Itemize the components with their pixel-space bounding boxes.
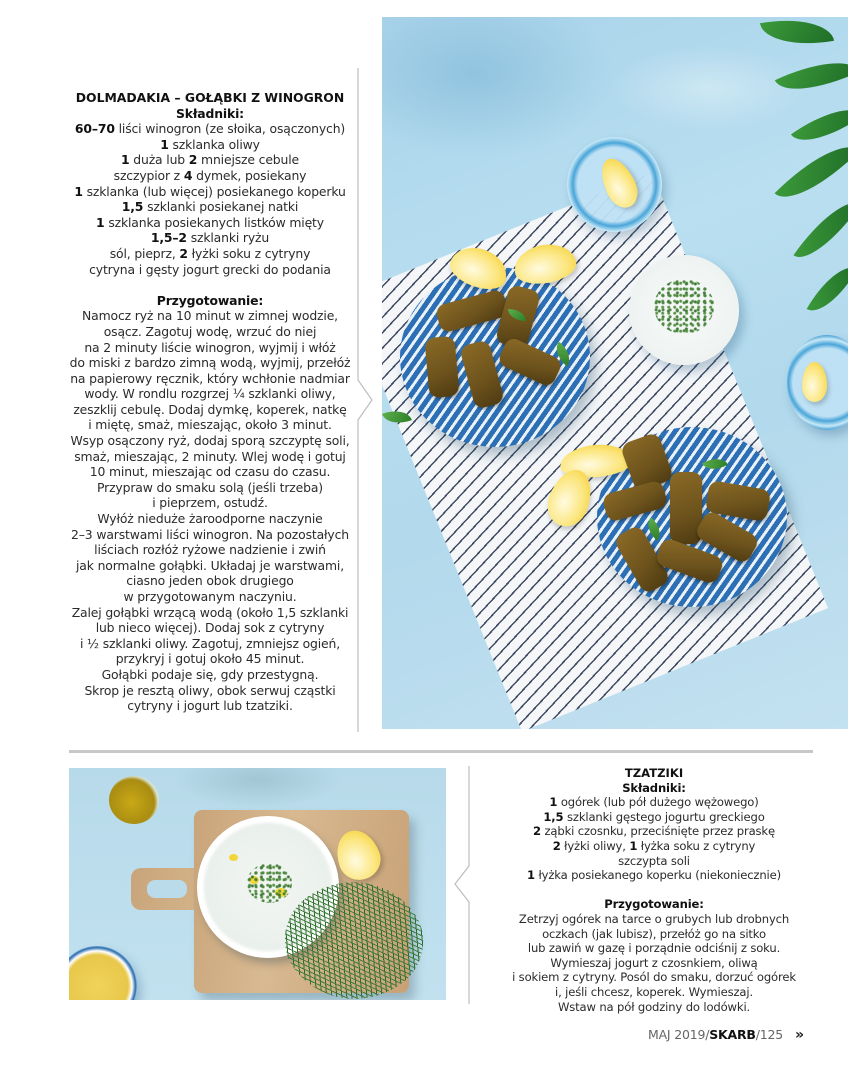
preparation-line: Wymieszaj jogurt z czosnkiem, oliwą xyxy=(550,955,758,970)
dolmadakia-recipe xyxy=(42,90,378,714)
ingredient-quantity: 2 xyxy=(179,245,188,261)
preparation-line: liściach rozłóż ryżowe nadzienie i zwiń xyxy=(94,542,326,558)
preparation-line: Wsyp osączony ryż, dodaj sporą szczyptę soli, xyxy=(70,433,350,449)
ingredient-text: cytryna i gęsty jogurt grecki do podania xyxy=(89,261,331,277)
dill-garnish xyxy=(654,279,714,334)
preparation-line: Namocz ryż na 10 minut w zimnej wodzie, xyxy=(82,308,338,324)
preparation-line: na 2 minuty liście winogron, wyjmij i włóż xyxy=(84,339,336,355)
preparation-line: i ½ szklanki oliwy. Zagotuj, zmniejsz ogień, xyxy=(79,635,341,651)
preparation-text xyxy=(474,912,834,1014)
preparation-line: i miętę, smaż, mieszając, około 3 minut. xyxy=(88,417,332,433)
leaf-decoration xyxy=(791,94,848,155)
ingredient-line xyxy=(474,854,834,869)
preparation-line: 2–3 warstwami liści winogron. Na pozostałych xyxy=(71,526,349,542)
ingredient-text: szklanki ryżu xyxy=(186,230,270,246)
issue-date: MAJ 2019/ xyxy=(648,1027,710,1042)
leaf-decoration xyxy=(775,46,848,105)
ingredient-line xyxy=(474,868,834,883)
preparation-line: lub nieco więcej). Dodaj sok z cytryny xyxy=(95,620,325,636)
tzatziki-photo xyxy=(69,768,446,1000)
ingredient-text: liści winogron (ze słoika, osączonych) xyxy=(114,121,346,137)
ingredient-quantity: 1 xyxy=(527,868,535,883)
leaf-decoration xyxy=(760,17,834,53)
ingredient-text: duża lub xyxy=(129,152,189,168)
leaf-decoration xyxy=(807,257,848,321)
preparation-line: na papierowy ręcznik, który wchłonie nadmiar xyxy=(70,370,350,386)
preparation-line: Gołąbki podaje się, gdy przestygną. xyxy=(101,666,319,682)
preparation-line: Wyłóż nieduże żaroodporne naczynie xyxy=(97,511,323,527)
olive-oil-jug xyxy=(109,776,159,824)
ingredient-line xyxy=(42,152,378,168)
stuffed-grape-leaf xyxy=(424,336,459,398)
ingredient-text: łyżki soku z cytryny xyxy=(187,245,311,261)
ingredient-line xyxy=(42,230,378,246)
ingredient-quantity: 1 xyxy=(160,136,169,152)
preparation-heading: Przygotowanie: xyxy=(604,897,704,912)
preparation-line: Przypraw do smaku solą (jeśli trzeba) xyxy=(97,479,323,495)
ingredient-line xyxy=(42,121,378,137)
ingredient-line xyxy=(42,246,378,262)
page-number: /125 xyxy=(755,1027,784,1042)
preparation-line: Zalej gołąbki wrzącą wodą (około 1,5 szklanki xyxy=(71,604,349,620)
ingredient-text: ząbki czosnku, przeciśnięte przez praskę xyxy=(540,824,775,839)
lemon-bowl xyxy=(69,946,137,1000)
ingredient-quantity: 1,5 xyxy=(543,809,564,824)
ingredient-text: szklanka posiekanych listków mięty xyxy=(104,214,324,230)
preparation-line: Zetrzyj ogórek na tarce o grubych lub drobnych xyxy=(518,911,790,926)
ingredient-quantity: 1,5–2 xyxy=(150,230,187,246)
ingredient-text: szklanka oliwy xyxy=(168,136,260,152)
preparation-line: 10 minut, mieszając od czasu do czasu. xyxy=(89,464,331,480)
cutting-board-hole xyxy=(147,880,187,898)
ingredient-line xyxy=(42,137,378,153)
recipe-title: TZATZIKI xyxy=(624,766,684,780)
leaf-decoration xyxy=(775,130,848,215)
preparation-line: i, jeśli chcesz, koperek. Wymieszaj. xyxy=(555,984,753,999)
ingredients-list xyxy=(474,795,834,883)
ingredient-text: dymek, posiekany xyxy=(192,167,307,183)
preparation-line: i sokiem z cytryny. Posól do smaku, dorzuć ogórek xyxy=(512,970,796,985)
ingredient-quantity: 60–70 xyxy=(74,121,115,137)
preparation-line: smaż, mieszając, 2 minuty. Wlej wodę i gotuj xyxy=(74,448,346,464)
preparation-line: lub zawiń w gazę i porządnie odciśnij z soku. xyxy=(527,941,781,956)
preparation-line: ciasno jeden obok drugiego xyxy=(126,573,294,589)
dolmadakia-photo xyxy=(382,17,848,729)
ingredient-text: sól, pieprz, xyxy=(109,245,180,261)
ingredient-quantity: 2 xyxy=(188,152,198,168)
ingredient-line xyxy=(474,824,834,839)
preparation-line: osącz. Zagotuj wodę, wrzuć do niej xyxy=(103,323,317,339)
ingredient-line xyxy=(474,810,834,825)
ingredient-line xyxy=(474,839,834,854)
ingredient-text: szczypior z xyxy=(113,167,184,183)
recipe-title: DOLMADAKIA – GOŁĄBKI Z WINOGRON xyxy=(75,90,345,105)
ingredient-line xyxy=(42,262,378,278)
ingredient-quantity: 1 xyxy=(121,152,130,168)
next-page-icon[interactable]: » xyxy=(795,1027,804,1043)
ingredients-heading: Składniki: xyxy=(622,780,686,795)
ingredient-quantity: 1,5 xyxy=(121,199,144,215)
preparation-line: i pieprzem, ostudź. xyxy=(152,495,268,511)
ingredients-list xyxy=(42,121,378,277)
preparation-line: w przygotowanym naczyniu. xyxy=(123,589,297,604)
ingredient-quantity: 2 xyxy=(552,838,561,853)
preparation-line: oczkach (jak lubisz), przełóż go na sitko xyxy=(542,926,766,941)
ingredient-text: szklanki gęstego jogurtu greckiego xyxy=(563,809,765,824)
preparation-line: zeszklij cebulę. Dodaj dymkę, koperek, natkę xyxy=(73,401,347,417)
preparation-heading: Przygotowanie: xyxy=(156,292,264,308)
ingredient-line xyxy=(474,795,834,810)
preparation-line: przykryj i gotuj około 45 minut. xyxy=(115,651,305,667)
ingredient-text: szklanki posiekanej natki xyxy=(143,199,299,215)
ingredient-quantity: 4 xyxy=(183,167,193,183)
ingredient-line xyxy=(42,199,378,215)
preparation-line: Skrop je resztą oliwy, obok serwuj cząstki xyxy=(84,682,336,698)
ingredient-quantity: 1 xyxy=(74,183,83,199)
section-divider xyxy=(69,750,813,753)
preparation-text xyxy=(42,308,378,713)
oil-drizzle xyxy=(229,854,238,861)
ingredient-line xyxy=(42,184,378,200)
magazine-brand: SKARB xyxy=(709,1027,756,1042)
preparation-line: Wstaw na pół godziny do lodówki. xyxy=(557,999,751,1014)
preparation-line: wody. W rondlu rozgrzej ¼ szklanki oliwy, xyxy=(84,386,336,402)
ingredient-text: łyżka soku z cytryny xyxy=(637,838,756,853)
preparation-line: jak normalne gołąbki. Układaj je warstwami, xyxy=(76,557,344,573)
ingredient-line xyxy=(42,168,378,184)
ingredient-text: łyżki oliwy, xyxy=(560,838,630,853)
ingredient-text: szczypta soli xyxy=(618,853,690,868)
ingredients-heading: Składniki: xyxy=(175,105,244,121)
leaf-decoration xyxy=(793,190,848,270)
ingredient-text: mniejsze cebule xyxy=(197,152,299,168)
ingredient-quantity: 1 xyxy=(629,838,638,853)
ingredient-text: łyżka posiekanego koperku (niekoniecznie) xyxy=(534,868,781,883)
lemon-slice xyxy=(802,362,827,402)
ingredient-quantity: 1 xyxy=(549,795,558,810)
ingredient-quantity: 2 xyxy=(533,824,541,839)
ingredient-quantity: 1 xyxy=(96,214,105,230)
page-footer xyxy=(648,1027,804,1043)
column-separator xyxy=(452,766,474,1004)
dill-garnish xyxy=(247,863,292,903)
column-separator xyxy=(352,68,376,732)
tzatziki-recipe xyxy=(474,766,834,1014)
preparation-line: do miski z bardzo zimną wodą, wyjmij, przełóż xyxy=(69,355,351,371)
preparation-line: cytryny i jogurt lub tzatziki. xyxy=(127,698,293,714)
ingredient-text: szklanka (lub więcej) posiekanego koperku xyxy=(82,183,346,199)
ingredient-text: ogórek (lub pół dużego wężowego) xyxy=(557,795,759,810)
ingredient-line xyxy=(42,215,378,231)
